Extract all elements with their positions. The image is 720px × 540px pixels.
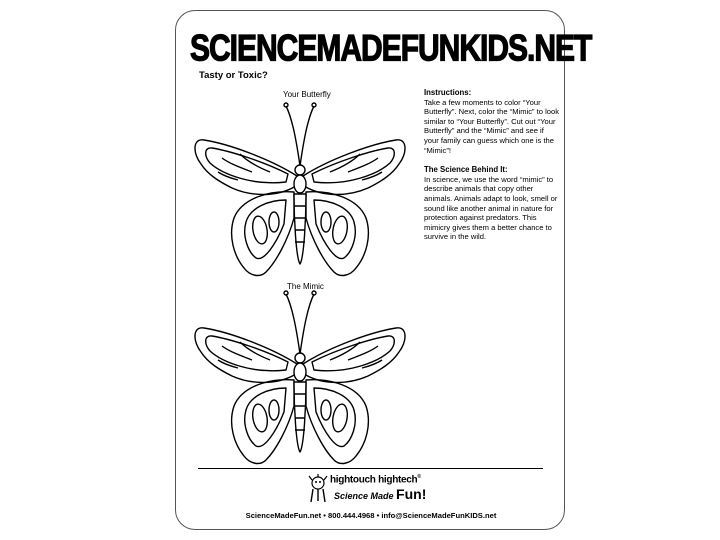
instructions-heading: Instructions:: [424, 88, 472, 97]
mimic-butterfly-drawing: [195, 291, 405, 463]
mad-scientist-icon: [308, 474, 328, 504]
footer-divider: [198, 468, 543, 469]
science-heading: The Science Behind It:: [424, 165, 508, 175]
logo-brand: hightouch hightech: [330, 474, 418, 486]
site-title-banner: SCIENCEMADEFUNKIDS.NET: [190, 28, 592, 70]
instructions-body: Take a few moments to color “Your Butterfly”. Next, color the “Mimic” to look similar to “Your Butterfly”. Cut out “Your Butterfly” and the “Mimic” and see if your family can guess which one is the “Mimic”!: [424, 97, 560, 155]
contact-footer: ScienceMadeFun.net • 800.444.4968 • info@ScienceMadeFunKIDS.net: [245, 511, 497, 520]
logo-text-line2: [334, 486, 426, 502]
your-butterfly-drawing: [195, 103, 405, 275]
mimic-caption: The Mimic: [287, 282, 324, 291]
your-butterfly-caption: Your Butterfly: [283, 90, 331, 99]
logo-text-line1: [330, 474, 421, 485]
instructions-panel: [424, 88, 560, 252]
logo-tagline: Science Made: [334, 491, 394, 501]
science-body: In science, we use the word “mimic” to describe animals that copy other animals. Animals adapt to look, smell or sound like another animal in nature for protection against predators. This mimicry gives them a better chance to survive in the wild.: [424, 174, 558, 242]
worksheet-subtitle: Tasty or Toxic?: [199, 70, 268, 81]
company-logo: [308, 472, 438, 506]
logo-fun: Fun!: [396, 486, 427, 502]
trademark-mark: ®: [417, 474, 421, 480]
